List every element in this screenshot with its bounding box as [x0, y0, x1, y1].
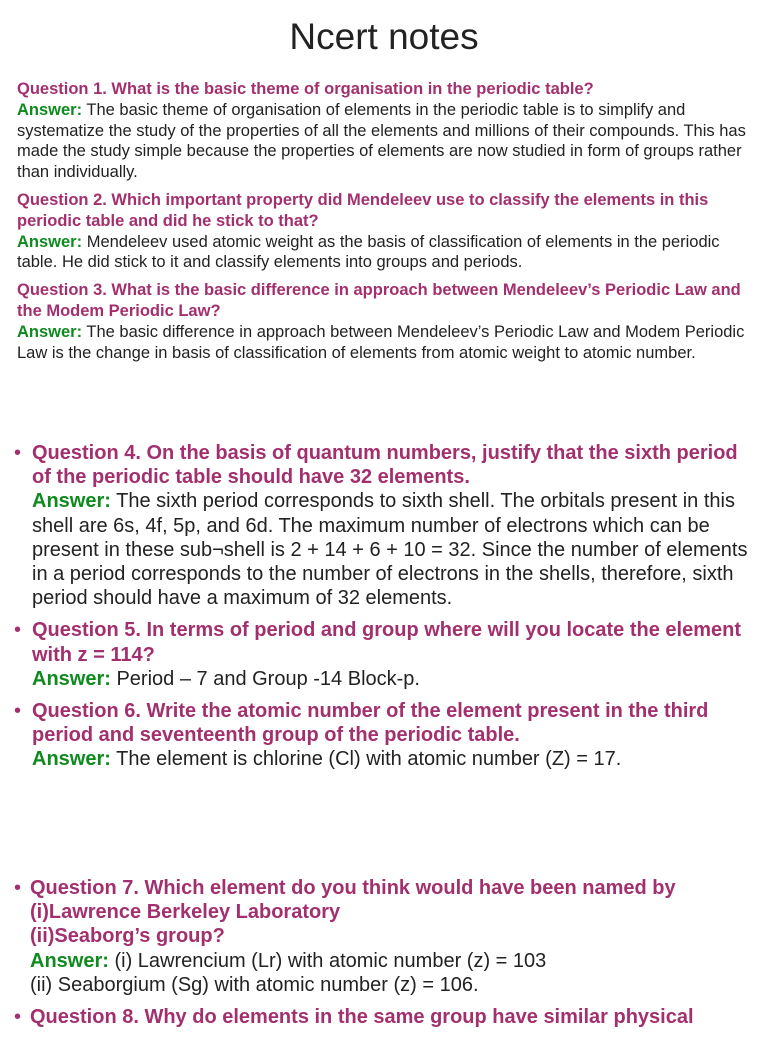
- qa-item-4: [14, 441, 760, 610]
- qa-item-3: [17, 280, 757, 363]
- question-1: Question 1. What is the basic theme of organisation in the periodic table?: [17, 80, 594, 98]
- page-title: Ncert notes: [289, 16, 479, 57]
- question-8: Question 8. Why do elements in the same group have similar physical: [30, 1006, 694, 1029]
- answer-7-line-2: (ii) Seaborgium (Sg) with atomic number (z) = 106.: [30, 973, 479, 996]
- answer-label: Answer:: [17, 322, 83, 341]
- answer-label: Answer:: [32, 490, 111, 513]
- qa-item-8: [14, 1005, 760, 1029]
- question-4: Question 4. On the basis of quantum numbers, justify that the sixth period of the periodic table should have 32 elements.: [32, 442, 738, 489]
- question-7-option-2: (ii)Seaborg’s group?: [30, 925, 225, 948]
- qa-section-small: [17, 79, 757, 370]
- question-5: Question 5. In terms of period and group where will you locate the element with z = 114?: [32, 619, 742, 666]
- question-7: Question 7. Which element do you think would have been named by: [30, 877, 676, 899]
- bullet-icon: •: [14, 700, 22, 723]
- answer-label: Answer:: [17, 232, 83, 251]
- answer-1: The basic theme of organisation of elements in the periodic table is to simplify and systematize the study of the properties of all the elements and millions of their compounds. This has made the study simple because the properties of elements are now studied in form of groups rather than individually.: [17, 100, 746, 182]
- answer-label: Answer:: [30, 949, 109, 972]
- question-2: Question 2. Which important property did Mendeleev use to classify the elements in this periodic table and did he stick to that?: [17, 190, 709, 230]
- qa-item-5: [14, 618, 760, 691]
- answer-3: The basic difference in approach between Mendeleev’s Periodic Law and Modem Periodic Law is the change in basis of classification of elements from atomic weight to atomic number.: [17, 322, 745, 362]
- answer-5: Period – 7 and Group -14 Block-p.: [116, 667, 420, 690]
- answer-6: The element is chlorine (Cl) with atomic number (Z) = 17.: [116, 748, 622, 771]
- qa-item-1: [17, 79, 757, 183]
- answer-7-line-1: (i) Lawrencium (Lr) with atomic number (z) = 103: [114, 949, 547, 972]
- bullet-icon: •: [14, 442, 22, 464]
- answer-4: The sixth period corresponds to sixth shell. The orbitals present in this shell are 6s, 4f, 5p, and 6d. The maximum number of electrons which can be present in these sub¬shell is 2 + 14 + 6 + 10 = 32. Since the number of elements in a period corresponds to the number of electrons in the shells, therefore, sixth period should have a maximum of 32 elements.: [32, 490, 748, 610]
- answer-2: Mendeleev used atomic weight as the basis of classification of elements in the periodic table. He did stick to it and classify elements into groups and periods.: [17, 232, 720, 272]
- question-7-option-1: (i)Lawrence Berkeley Laboratory: [30, 901, 341, 924]
- qa-item-7: [14, 876, 760, 997]
- answer-label: Answer:: [32, 748, 111, 771]
- answer-label: Answer:: [32, 667, 111, 690]
- qa-item-6: [14, 699, 760, 772]
- qa-section-bottom: [14, 876, 760, 1037]
- qa-section-bullets: [14, 441, 760, 780]
- bullet-icon: •: [14, 1006, 22, 1029]
- bullet-icon: •: [14, 619, 22, 642]
- answer-label: Answer:: [17, 100, 83, 119]
- question-6: Question 6. Write the atomic number of the element present in the third period and seventeenth group of the periodic table.: [32, 700, 709, 747]
- qa-item-2: [17, 190, 757, 273]
- bullet-icon: •: [14, 877, 22, 899]
- question-3: Question 3. What is the basic difference in approach between Mendeleev’s Periodic Law and the Modem Periodic Law?: [17, 281, 741, 320]
